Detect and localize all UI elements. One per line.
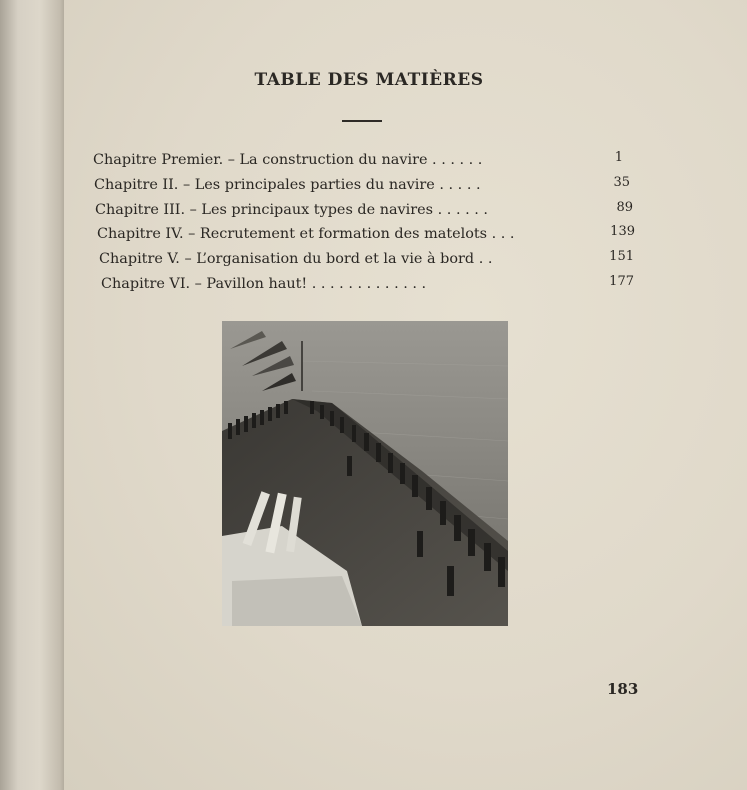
toc-entry-label: Chapitre III. – Les principaux types de navires . . . . . . — [95, 201, 488, 218]
page-title: TABLE DES MATIÈRES — [254, 70, 484, 90]
toc-entry-page: 151 — [609, 249, 634, 265]
toc-entry — [101, 273, 634, 301]
toc-entry — [99, 251, 634, 276]
toc-entry-label: Chapitre V. – L’organisation du bord et la vie à bord . . — [99, 251, 493, 268]
toc-entry — [97, 226, 635, 251]
toc-entry-label: Chapitre Premier. – La construction du navire . . . . . . — [93, 152, 483, 168]
table-of-contents — [93, 152, 643, 301]
toc-entry — [94, 174, 630, 202]
toc-entry-page: 139 — [610, 224, 635, 240]
warship-deck-photo — [222, 321, 508, 626]
page-number: 183 — [607, 680, 639, 698]
toc-entry-page: 177 — [609, 273, 634, 289]
toc-entry-label: Chapitre IV. – Recrutement et formation des matelots . . . — [97, 226, 515, 243]
toc-entry-page: 89 — [616, 199, 633, 215]
left-page-edge — [0, 0, 64, 790]
toc-entry-label: Chapitre II. – Les principales parties du navire . . . . . — [94, 176, 481, 193]
right-page — [64, 0, 747, 790]
toc-entry-label: Chapitre VI. – Pavillon haut! . . . . . . . . . . . . . — [101, 275, 427, 292]
toc-entry-page: 1 — [614, 150, 623, 165]
toc-entry — [93, 152, 623, 177]
photo-illustration — [222, 321, 508, 626]
toc-entry-page: 35 — [613, 174, 630, 190]
title-divider — [342, 120, 382, 122]
toc-entry — [95, 199, 633, 227]
